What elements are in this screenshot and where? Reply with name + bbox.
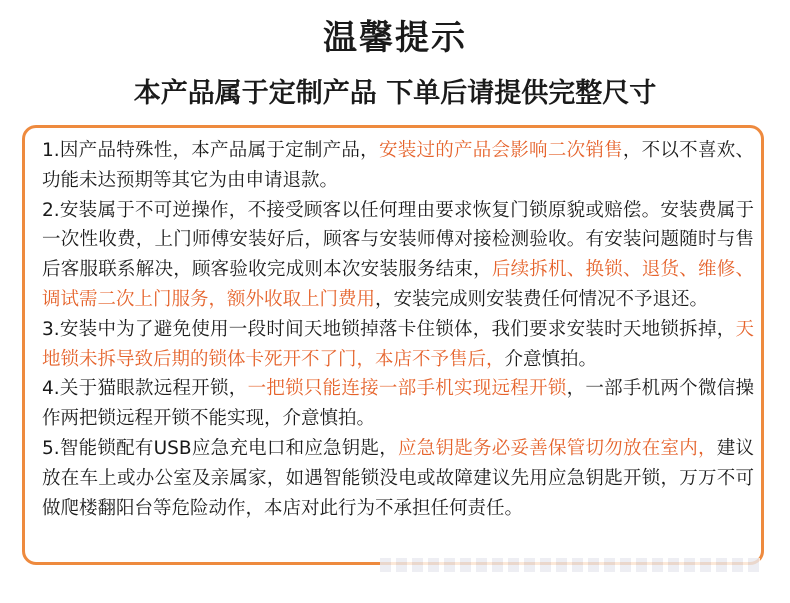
page-title: 温馨提示 (323, 18, 467, 58)
notice-item-5 (42, 434, 754, 523)
notice-item-3 (42, 315, 754, 375)
notice-text: 介意慎拍。 (504, 348, 598, 370)
notice-highlight: 天地锁未拆导致后期的锁体卡死开不了门，本店不予售后， (42, 318, 754, 370)
notice-text: ，不以不喜欢、功能未达预期等其它为由申请退款。 (42, 140, 754, 191)
notice-text: 3.安装中为了避免使用一段时间天地锁掉落卡住锁体，我们要求安装时天地锁拆掉， (42, 318, 736, 340)
notice-text: 1.因产品特殊性，本产品属于定制产品， (42, 140, 379, 161)
notice-item-4 (42, 374, 754, 434)
notice-highlight: 安装过的产品会影响二次销售 (378, 140, 623, 161)
notice-text: 2.安装属于不可逆操作，不接受顾客以任何理由要求恢复门锁原貌或赔偿。安装费属于一次性收费，上门师傅安装好后，顾客与安装师傅对接检测验收。有安装问题随时与售后客服联系解决，顾客验收完成则本次安装服务结束， (42, 199, 754, 281)
notice-highlight: 后续拆机、换锁、退货、维修、调试需二次上门服务，额外收取上门费用 (42, 259, 754, 310)
notice-item-2 (42, 196, 754, 315)
notice-highlight: 一把锁只能连接一部手机实现远程开锁 (247, 378, 567, 400)
notice-item-1 (42, 136, 754, 196)
notice-list (42, 136, 754, 523)
faded-watermark-strip (380, 558, 760, 572)
notice-text: ，一部手机两个微信操作两把锁远程开锁不能实现，介意慎拍。 (42, 378, 754, 430)
notice-highlight: 应急钥匙务必妥善保管切勿放在室内， (398, 437, 717, 459)
notice-text: ，安装完成则安装费任何情况不予退还。 (375, 288, 709, 310)
notice-text: 4.关于猫眼款远程开锁， (42, 378, 248, 400)
notice-text: 建议放在车上或办公室及亲属家，如遇智能锁没电或故障建议先用应急钥匙开锁，万万不可做爬楼翻阳台等危险动作，本店对此行为不承担任何责任。 (42, 437, 754, 519)
page-subtitle: 本产品属于定制产品 下单后请提供完整尺寸 (133, 78, 657, 109)
notice-text: 5.智能锁配有USB应急充电口和应急钥匙， (42, 437, 399, 459)
